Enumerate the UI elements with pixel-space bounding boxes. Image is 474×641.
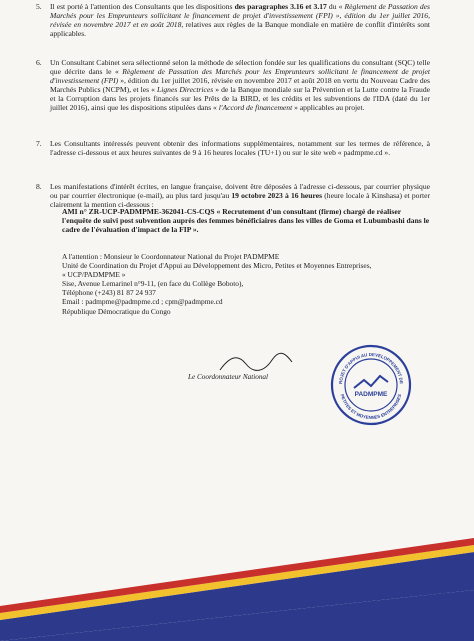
ami-reference: AMI n° ZR-UCP-PADMPME-362041-CS-CQS « Recrutement d'un consultant (firme) chargé de réaliser l'enquête de suivi post subvention auprès des femmes bénéficiaires dans les villes de Goma et Lubumbashi dans le cadre de l'évaluation d'impact de la FIP ».: [62, 207, 430, 235]
text-run: Il est porté à l'attention des Consultants que les dispositions: [50, 2, 235, 11]
deadline-text: 19 octobre 2023 à 16 heures: [231, 191, 323, 201]
address-acronym: « UCP/PADMPME »: [62, 270, 126, 280]
text-run-italic: Lignes Directrices: [157, 85, 214, 95]
text-run-italic: Règlement de Passation des Marchés pour les Emprunteurs sollicitant le financement de projet d'investissement (FPI): [50, 67, 430, 86]
text-run-bold: des paragraphes 3.16 et 3.17: [234, 2, 327, 11]
address-email: Email : padmpme@padmpme.cd ; cpm@padmpme.cd: [62, 297, 223, 307]
signatory-title: Le Coordonnateur National: [188, 373, 268, 381]
text-run: (heure locale à Kinshasa) et porter clairement la mention ci-dessous :: [50, 191, 430, 210]
text-run: Les manifestations d'intérêt écrites, en langue française, doivent être déposées à l'adresse ci-dessous, par courrier physique ou par courrier électronique (e-mail), au plus tard jusqu'au: [50, 182, 430, 201]
paragraph-number: 5.: [36, 2, 42, 11]
text-run: Les Consultants intéressés peuvent obtenir des informations supplémentaires, notamment sur les termes de référence, à l'adresse ci-dessous et aux heures suivantes de 9 à 16 heures locales (TU+1) ou sur le site web « padmpme.cd ».: [50, 139, 430, 158]
paragraph-number: 6.: [36, 58, 42, 67]
text-run: Un Consultant Cabinet sera sélectionné selon la méthode de sélection fondée sur les qualifications du consultant (SQC) telle que décrite dans le «: [50, 58, 430, 77]
stamp-bottom-text: PETITES ET MOYENNES ENTREPRISES: [339, 393, 403, 421]
text-run: » applicables au projet.: [292, 103, 365, 113]
text-run-italic: l'Accord de financement: [218, 103, 293, 113]
text-run: du «: [326, 2, 345, 11]
stamp-center-text: PADMPME: [354, 391, 388, 398]
address-attention: A l'attention : Monsieur le Coordonnateur National du Projet PADMPME: [62, 252, 280, 261]
paragraph-number: 8.: [36, 182, 42, 191]
text-run: » de la Banque mondiale sur la Prévention et la Lutte contre la Fraude et la Corruption dans les projets financés sur les Prêts de la BIRD, et les crédits et les subventions de l'IDA (daté du 1er juillet 2016), ainsi que les dispositions stipulées dans «: [50, 85, 431, 113]
address-street: Sise, Avenue Lemarinel n°9-11, (en face du Collège Boboto),: [62, 279, 244, 289]
text-run: , relatives aux règles de la Banque mondiale en matière de conflit d'intérêts sont applicables.: [50, 20, 430, 39]
paragraph-number: 7.: [36, 139, 42, 148]
text-run-italic: Règlement de Passation des Marchés pour les Emprunteurs sollicitant le financement de projet d'investissement (FPI) », édition du 1er juillet 2016, révisée en novembre 2017 et en août 2018: [50, 2, 430, 30]
address-phone: Téléphone (+243) 81 87 24 937: [62, 288, 156, 298]
address-unit: Unité de Coordination du Projet d'Appui au Développement des Micro, Petites et Moyennes Entreprises,: [62, 261, 372, 271]
stamp-top-text: ROJET D'APPUI AU DEVELOPPEMENT DE: [337, 351, 405, 385]
address-country: République Démocratique du Congo: [62, 306, 171, 316]
text-run: », édition du 1er juillet 2016, révisée en novembre 2017 et août 2018 en vertu du Nouveau Cadre des Marchés Publics (NCPM), et les «: [50, 76, 430, 95]
